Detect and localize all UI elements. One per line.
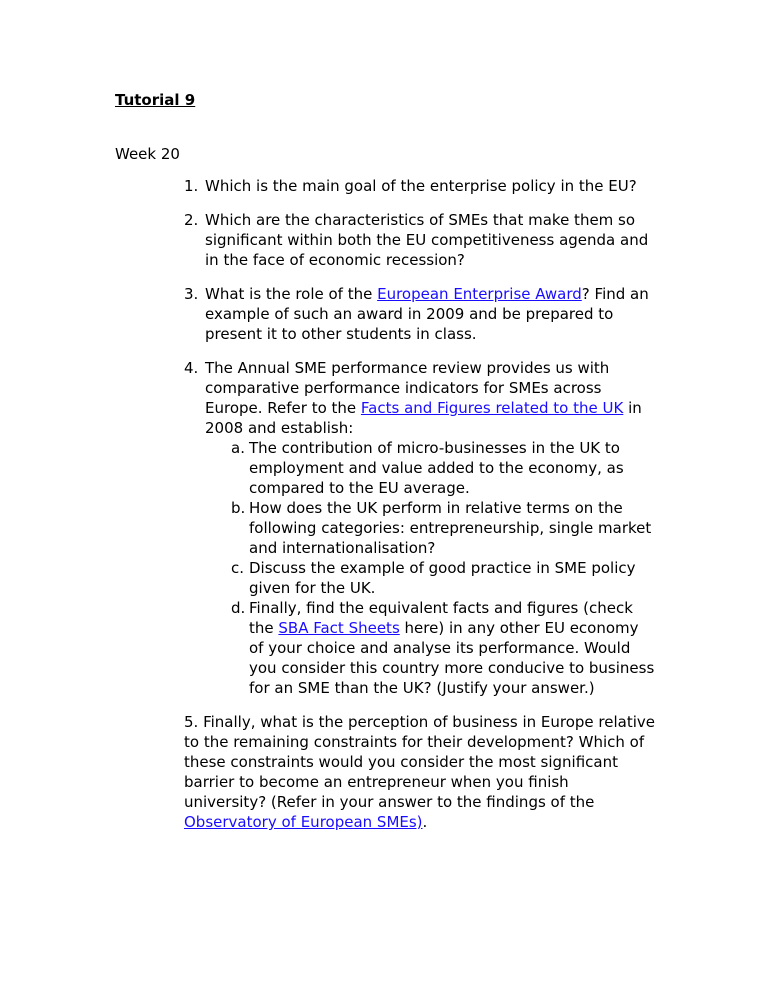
question-5	[184, 712, 655, 832]
sub-question-text: How does the UK perform in relative terms on the following categories: entrepreneurship, single market and internationalisation?	[249, 499, 652, 557]
sub-question-letter: b.	[231, 499, 246, 517]
question-number: 3.	[184, 285, 199, 303]
sub-question-a	[205, 438, 655, 498]
sub-question-b	[205, 498, 655, 558]
week-label: Week 20	[115, 145, 180, 163]
question-text: Which is the main goal of the enterprise policy in the EU?	[205, 177, 637, 195]
question-text-start: The Annual SME performance review provides us with comparative performance indicators for SMEs across Europe. Refer to the	[205, 359, 610, 417]
sub-question-text: The contribution of micro-businesses in the UK to employment and value added to the economy, as compared to the EU average.	[249, 439, 624, 497]
sub-question-letter: a.	[231, 439, 245, 457]
sub-question-text-start: Finally, find the equivalent facts and figures (check the	[249, 599, 633, 637]
question-1	[115, 176, 655, 196]
european-enterprise-award-link[interactable]: European Enterprise Award	[377, 285, 582, 303]
question-4	[115, 358, 655, 698]
question-2	[115, 210, 655, 270]
sub-question-c	[205, 558, 655, 598]
question-number: 1.	[184, 177, 199, 195]
document-title: Tutorial 9	[115, 91, 196, 109]
sub-question-text-end: here) in any other EU economy of your choice and analyse its performance. Would you consider this country more conducive to business for an SME than the UK? (Justify your answer.)	[249, 619, 655, 697]
question-5-text-end: .	[422, 813, 428, 831]
question-list	[115, 176, 655, 698]
question-3	[115, 284, 655, 344]
observatory-european-smes-link[interactable]: Observatory of European SMEs)	[184, 813, 423, 831]
question-text-end: ? Find an example of such an award in 2009 and be prepared to present it to other students in class.	[205, 285, 649, 343]
question-text: Which are the characteristics of SMEs that make them so significant within both the EU competitiveness agenda and in the face of economic recession?	[205, 211, 649, 269]
question-text-start: What is the role of the	[205, 285, 378, 303]
sba-fact-sheets-link[interactable]: SBA Fact Sheets	[278, 619, 400, 637]
question-number: 2.	[184, 211, 199, 229]
sub-question-list	[205, 438, 655, 698]
sub-question-d	[205, 598, 655, 698]
sub-question-text: Discuss the example of good practice in SME policy given for the UK.	[249, 559, 636, 597]
uk-facts-figures-link[interactable]: Facts and Figures related to the UK	[360, 399, 624, 417]
question-5-text-start: 5. Finally, what is the perception of business in Europe relative to the remaining constraints for their development? Which of these constraints would you consider the most significant barrier to become an entrepreneur when you finish university? (Refer in your answer to the findings of the	[184, 713, 655, 811]
question-number: 4.	[184, 359, 199, 377]
document-page	[115, 90, 655, 832]
question-text-end: in 2008 and establish:	[205, 399, 642, 437]
sub-question-letter: c.	[231, 559, 245, 577]
sub-question-letter: d.	[231, 599, 246, 617]
